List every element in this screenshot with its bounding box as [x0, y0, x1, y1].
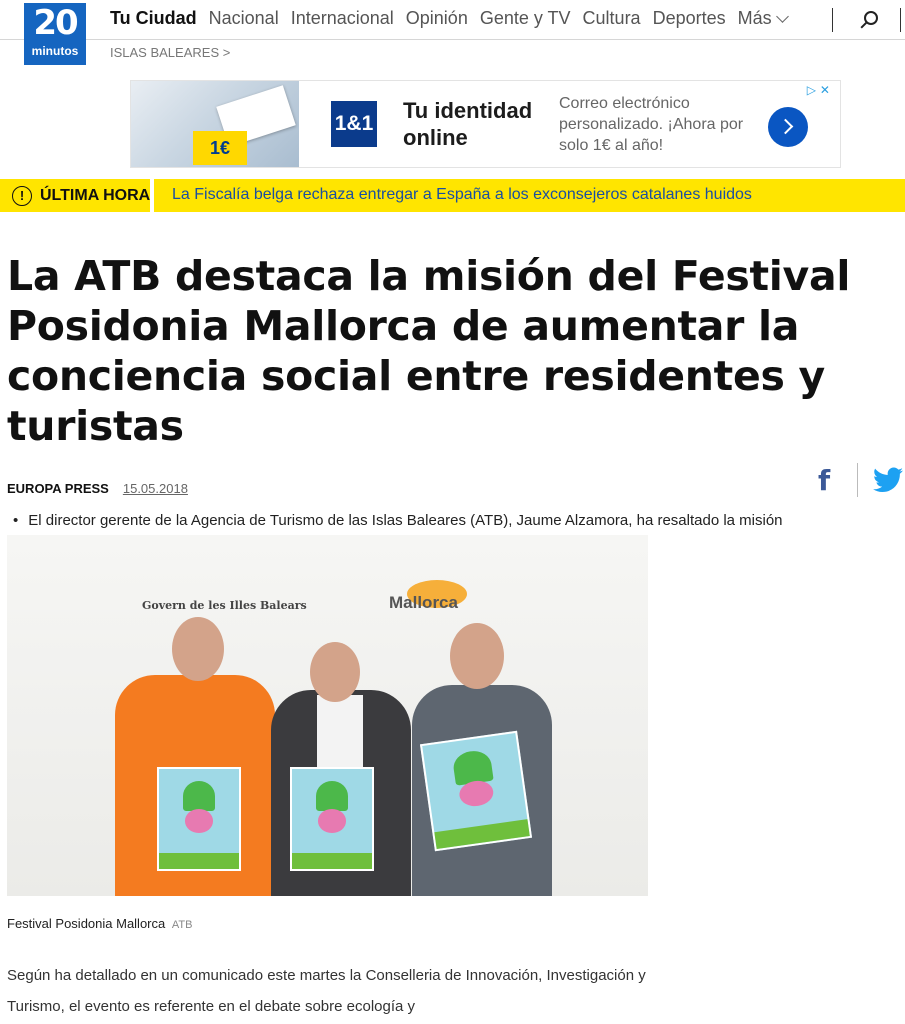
- breaking-divider: [150, 179, 154, 212]
- photo-caption: [7, 916, 192, 931]
- nav-divider: [900, 8, 901, 32]
- festival-poster: [290, 767, 374, 871]
- chevron-down-icon: [776, 10, 789, 23]
- caption-text: Festival Posidonia Mallorca: [7, 916, 166, 931]
- article-date: 15.05.2018: [122, 481, 188, 496]
- article-title: La ATB destaca la misión del Festival Posidonia Mallorca de aumentar la conciencia social entre residentes y turistas: [7, 252, 851, 450]
- festival-poster: [157, 767, 241, 871]
- social-divider: [857, 463, 858, 497]
- site-logo[interactable]: [24, 3, 86, 65]
- article-summary: • El director gerente de la Agencia de Turismo de las Islas Baleares (ATB), Jaume Alzamora, ha resaltado la misión: [13, 512, 905, 529]
- nav-tu-ciudad[interactable]: Tu Ciudad: [110, 8, 197, 28]
- twitter-share-icon[interactable]: [873, 467, 903, 493]
- search-icon[interactable]: [856, 8, 882, 34]
- photo-govern-text: Govern de les Illes Balears: [142, 599, 307, 612]
- nav-divider: [832, 8, 833, 32]
- breadcrumb[interactable]: ISLAS BALEARES >: [110, 45, 231, 60]
- nav-cultura[interactable]: Cultura: [582, 8, 641, 28]
- caption-credit: ATB: [171, 919, 193, 931]
- article-photo[interactable]: [7, 535, 648, 896]
- ad-headline: Tu identidad online: [403, 98, 533, 150]
- nav-internacional[interactable]: Internacional: [290, 8, 394, 28]
- nav-opinion[interactable]: Opinión: [405, 8, 468, 28]
- article-meta: [7, 481, 188, 496]
- ad-price: 1€: [193, 131, 247, 165]
- breaking-label-text: ÚLTIMA HORA: [40, 186, 151, 204]
- ad-copy: Correo electrónico personalizado. ¡Ahora por solo 1€ al año!: [559, 95, 744, 154]
- adchoices-icon[interactable]: ▷✕: [806, 83, 834, 97]
- ad-arrow-button[interactable]: [768, 107, 808, 147]
- chevron-right-icon: [778, 119, 794, 135]
- nav-gente-y-tv[interactable]: Gente y TV: [479, 8, 571, 28]
- ad-brand-logo: 1&1: [331, 101, 377, 147]
- nav-mas-label: Más: [737, 8, 772, 28]
- nav-mas[interactable]: [738, 8, 787, 29]
- ad-image: [131, 81, 299, 167]
- article-source: EUROPA PRESS: [7, 481, 109, 496]
- main-nav: [110, 8, 799, 29]
- article-body: Según ha detallado en un comunicado este martes la Conselleria de Innovación, Investigación y Turismo, el evento es referente en el debate sobre ecología y: [7, 967, 646, 1015]
- festival-poster: [420, 731, 532, 852]
- logo-number: 20: [33, 3, 77, 43]
- breaking-label: [12, 179, 150, 212]
- breaking-news-bar: [0, 179, 905, 212]
- logo-word: minutos: [31, 44, 79, 58]
- ad-banner[interactable]: [130, 80, 841, 168]
- photo-mallorca-text: Mallorca: [389, 593, 458, 612]
- facebook-share-icon[interactable]: f: [818, 464, 831, 497]
- nav-nacional[interactable]: Nacional: [208, 8, 279, 28]
- breaking-headline-link[interactable]: La Fiscalía belga rechaza entregar a España a los exconsejeros catalanes huidos: [172, 186, 752, 203]
- alert-icon: !: [12, 186, 32, 206]
- nav-deportes[interactable]: Deportes: [652, 8, 726, 28]
